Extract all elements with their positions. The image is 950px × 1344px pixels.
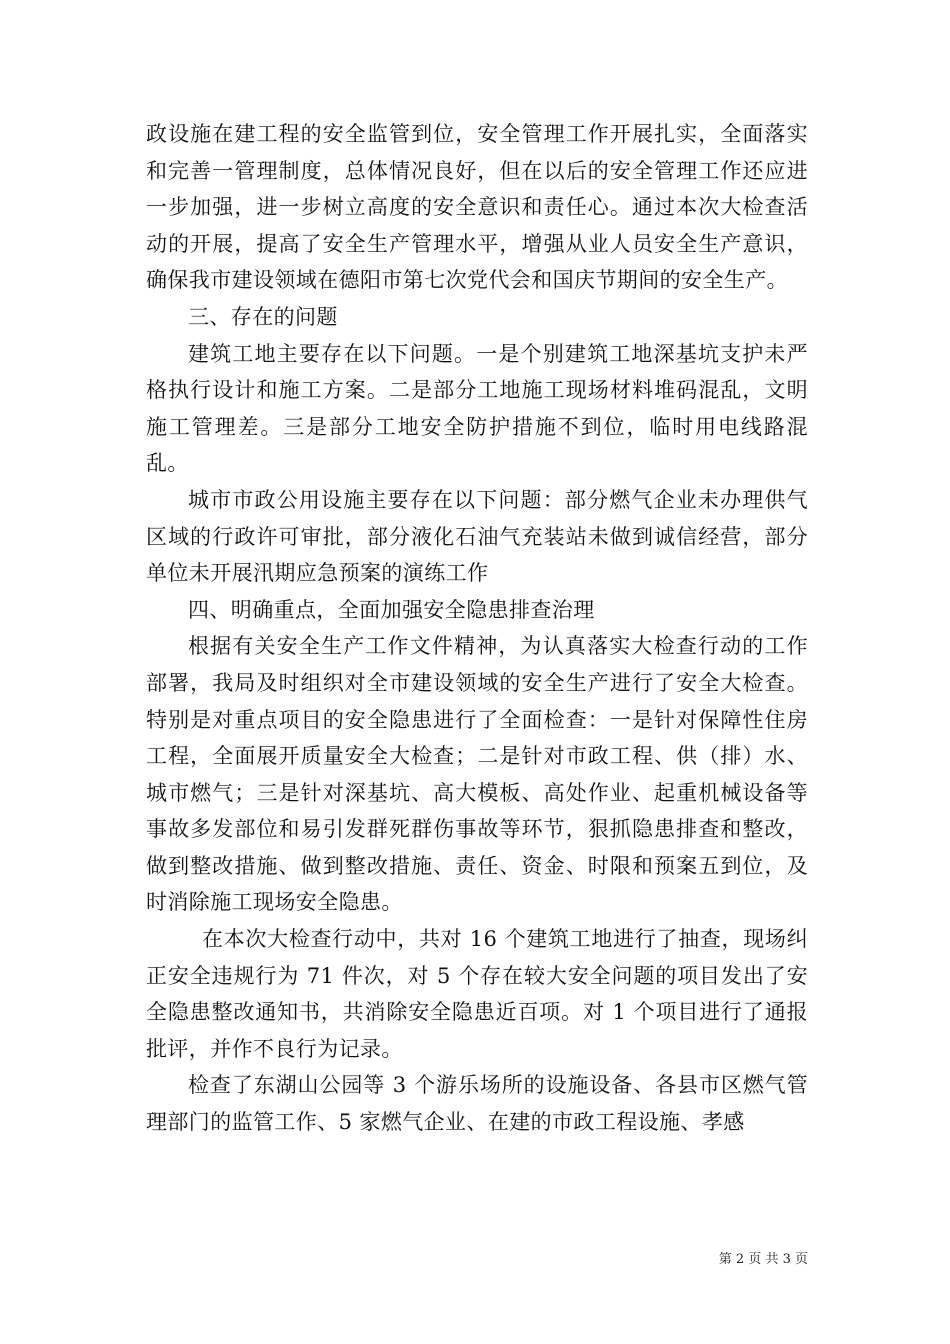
paragraph-inspection-results: 在本次大检查行动中，共对 16 个建筑工地进行了抽查，现场纠正安全违规行为 71 件次，对 5 个存在较大安全问题的项目发出了安全隐患整改通知书，共消除安全隐患近百项。对 1 个项目进行了通报批评，并作不良行为记录。 <box>146 927 808 1061</box>
section-heading-problems: 三、存在的问题 <box>188 304 338 329</box>
section-heading-key-points: 四、明确重点，全面加强安全隐患排查治理 <box>188 597 595 622</box>
paragraph-construction-issues: 建筑工地主要存在以下问题。一是个别建筑工地深基坑支护未严格执行设计和施工方案。二是部分工地施工现场材料堆码混乱，文明施工管理差。三是部分工地安全防护措施不到位，临时用电线路混乱。 <box>146 341 808 476</box>
document-body <box>146 116 808 1141</box>
paragraph-municipal-issues: 城市市政公用设施主要存在以下问题：部分燃气企业未办理供气区域的行政许可审批，部分液化石油气充装站未做到诚信经营，部分单位未开展汛期应急预案的演练工作 <box>146 487 808 586</box>
paragraph-hazard-inspection: 根据有关安全生产工作文件精神，为认真落实大检查行动的工作部署，我局及时组织对全市建设领域的安全生产进行了安全大检查。特别是对重点项目的安全隐患进行了全面检查：一是针对保障性住房工程，全面展开质量安全大检查；二是针对市政工程、供（排）水、城市燃气；三是针对深基坑、高大模板、高处作业、起重机械设备等事故多发部位和易引发群死群伤事故等环节，狠抓隐患排查和整改，做到整改措施、做到整改措施、责任、资金、时限和预案五到位，及时消除施工现场安全隐患。 <box>146 634 808 915</box>
page-number: 第 2 页 共 3 页 <box>718 1252 808 1267</box>
paragraph-facility-checks: 检查了东湖山公园等 3 个游乐场所的设施设备、各县市区燃气管理部门的监管工作、5 家燃气企业、在建的市政工程设施、孝感 <box>146 1073 808 1135</box>
paragraph-continuation: 政设施在建工程的安全监管到位，安全管理工作开展扎实，全面落实和完善一管理制度，总体情况良好，但在以后的安全管理工作还应进一步加强，进一步树立高度的安全意识和责任心。通过本次大检查活动的开展，提高了安全生产管理水平，增强从业人员安全生产意识，确保我市建设领域在德阳市第七次党代会和国庆节期间的安全生产。 <box>146 122 808 293</box>
